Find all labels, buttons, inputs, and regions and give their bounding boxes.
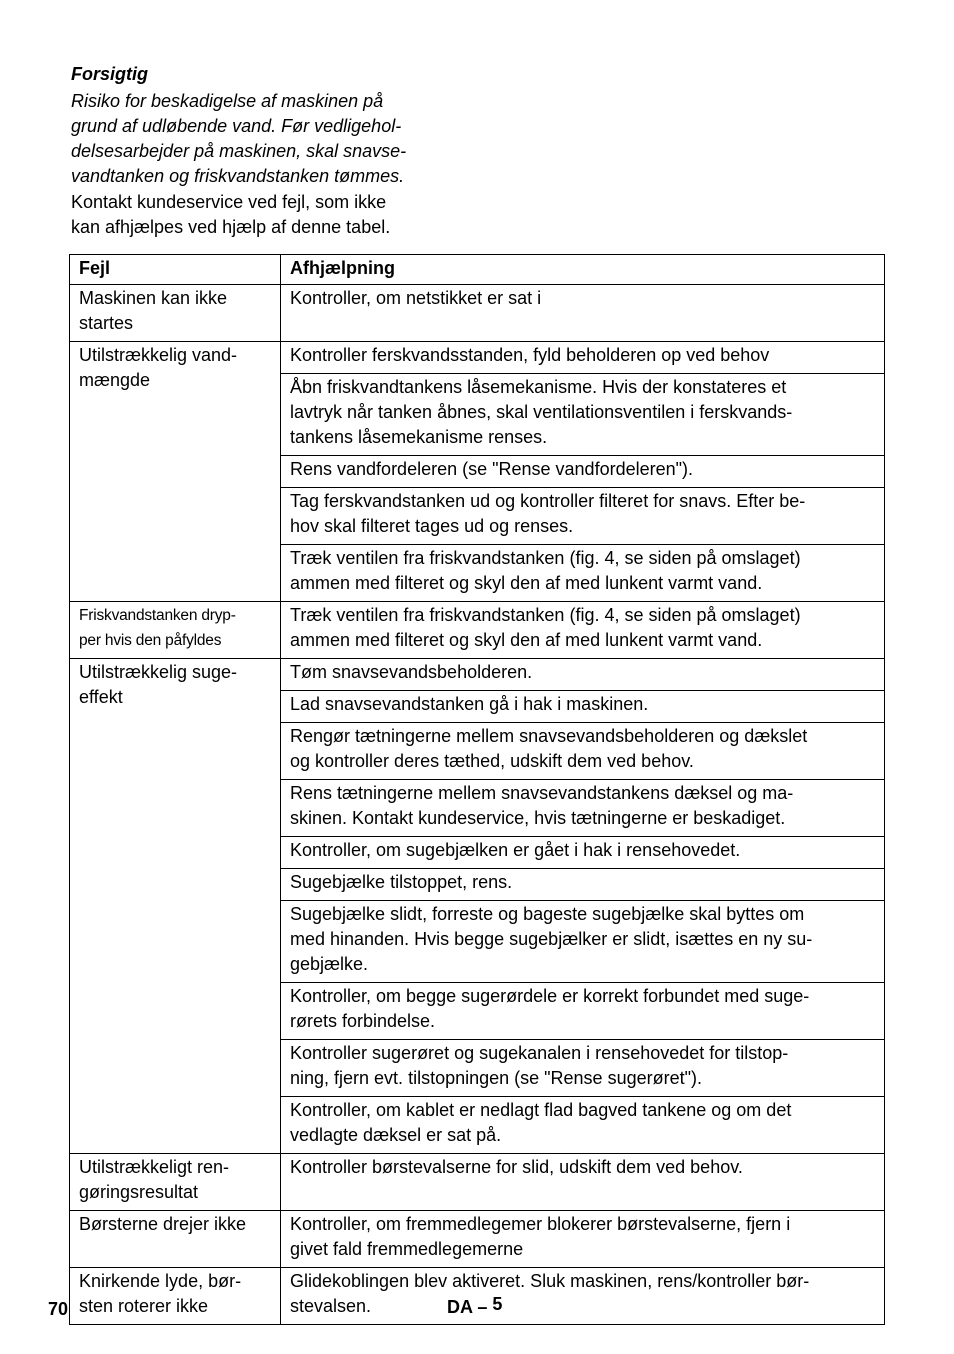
header-remedy: Afhjælpning xyxy=(281,255,885,285)
remedy-line: skinen. Kontakt kundeservice, hvis tætningerne er beskadiget. xyxy=(290,808,786,828)
fault-line: Utilstrækkeligt ren- xyxy=(79,1157,230,1177)
fault-line: Utilstrækkelig vand- xyxy=(79,345,238,365)
remedy-cell xyxy=(281,602,885,659)
remedy-line: Kontroller ferskvandsstanden, fyld beholderen op ved behov xyxy=(290,345,770,365)
contact-service-note xyxy=(71,190,471,240)
remedy-cell xyxy=(281,285,885,342)
remedy-cell xyxy=(281,901,885,983)
header-fault: Fejl xyxy=(70,255,281,285)
remedy-cell xyxy=(281,374,885,456)
remedy-cell xyxy=(281,1211,885,1268)
section-code: DA xyxy=(447,1297,473,1317)
fault-cell xyxy=(70,1211,281,1268)
fault-cell xyxy=(70,1154,281,1211)
fault-cell xyxy=(70,285,281,342)
section-dash: – xyxy=(477,1297,488,1317)
remedy-line: Sugebjælke slidt, forreste og bageste sugebjælke skal byttes om xyxy=(290,904,805,924)
section-page-ref xyxy=(447,1294,503,1318)
remedy-line: Kontroller, om netstikket er sat i xyxy=(290,288,542,308)
remedy-line: givet fald fremmedlegemerne xyxy=(290,1239,524,1259)
fault-cell xyxy=(70,342,281,602)
fault-line: Friskvandstanken dryp- xyxy=(79,607,236,624)
remedy-line: gebjælke. xyxy=(290,954,369,974)
remedy-line: ning, fjern evt. tilstopningen (se "Rense sugerøret"). xyxy=(290,1068,702,1088)
remedy-line: hov skal filteret tages ud og renses. xyxy=(290,516,574,536)
fault-line: Utilstrækkelig suge- xyxy=(79,662,238,682)
fault-line: sten roterer ikke xyxy=(79,1296,209,1316)
remedy-line: Rens tætningerne mellem snavsevandstankens dæksel og ma- xyxy=(290,783,794,803)
remedy-line: Kontroller, om fremmedlegemer blokerer børstevalserne, fjern i xyxy=(290,1214,791,1234)
fault-cell xyxy=(70,659,281,1154)
remedy-line: Kontroller børstevalserne for slid, udskift dem ved behov. xyxy=(290,1157,743,1177)
fault-line: startes xyxy=(79,313,134,333)
remedy-cell xyxy=(281,983,885,1040)
remedy-line: ammen med filteret og skyl den af med lunkent varmt vand. xyxy=(290,573,763,593)
remedy-cell xyxy=(281,456,885,488)
table-row xyxy=(70,285,885,342)
remedy-line: Lad snavsevandstanken gå i hak i maskinen. xyxy=(290,694,649,714)
remedy-line: lavtryk når tanken åbnes, skal ventilationsventilen i ferskvands- xyxy=(290,402,793,422)
table-row xyxy=(70,1154,885,1211)
table-header-row xyxy=(70,255,885,285)
contact-line: Kontakt kundeservice ved fejl, som ikke xyxy=(71,192,387,212)
remedy-line: Glidekoblingen blev aktiveret. Sluk maskinen, rens/kontroller bør- xyxy=(290,1271,810,1291)
remedy-line: Åbn friskvandtankens låsemekanisme. Hvis der konstateres et xyxy=(290,377,787,397)
remedy-line: Kontroller, om sugebjælken er gået i hak i rensehovedet. xyxy=(290,840,741,860)
fault-cell xyxy=(70,1268,281,1325)
table-row xyxy=(70,1211,885,1268)
remedy-line: Kontroller sugerøret og sugekanalen i rensehovedet for tilstop- xyxy=(290,1043,789,1063)
remedy-cell xyxy=(281,1097,885,1154)
fault-line: mængde xyxy=(79,370,151,390)
remedy-cell xyxy=(281,1154,885,1211)
fault-line: Børsterne drejer ikke xyxy=(79,1214,247,1234)
section-page: 5 xyxy=(492,1294,503,1314)
remedy-line: ammen med filteret og skyl den af med lunkent varmt vand. xyxy=(290,630,763,650)
remedy-line: Kontroller, om kablet er nedlagt flad bagved tankene og om det xyxy=(290,1100,792,1120)
remedy-line: Kontroller, om begge sugerørdele er korrekt forbundet med suge- xyxy=(290,986,810,1006)
remedy-cell xyxy=(281,659,885,691)
remedy-line: vedlagte dæksel er sat på. xyxy=(290,1125,502,1145)
table-row xyxy=(70,659,885,691)
fault-line: Knirkende lyde, bør- xyxy=(79,1271,242,1291)
remedy-cell xyxy=(281,545,885,602)
fault-line: Maskinen kan ikke xyxy=(79,288,228,308)
remedy-cell xyxy=(281,691,885,723)
fault-cell xyxy=(70,602,281,659)
table-row xyxy=(70,602,885,659)
remedy-cell xyxy=(281,1040,885,1097)
caution-line: Risiko for beskadigelse af maskinen på xyxy=(71,91,384,111)
caution-title: Forsigtig xyxy=(71,64,148,84)
caution-line: grund af udløbende vand. Før vedligehol- xyxy=(71,116,402,136)
fault-line: effekt xyxy=(79,687,123,707)
remedy-line: Træk ventilen fra friskvandstanken (fig. 4, se siden på omslaget) xyxy=(290,605,801,625)
page-number: 70 xyxy=(48,1299,69,1319)
remedy-line: stevalsen. xyxy=(290,1296,372,1316)
remedy-line: Rens vandfordeleren (se "Rense vandfordeleren"). xyxy=(290,459,694,479)
troubleshooting-table xyxy=(69,254,885,1325)
remedy-cell xyxy=(281,723,885,780)
remedy-line: tankens låsemekanisme renses. xyxy=(290,427,548,447)
caution-line: delsesarbejder på maskinen, skal snavse- xyxy=(71,141,407,161)
remedy-line: Rengør tætningerne mellem snavsevandsbeholderen og dækslet xyxy=(290,726,808,746)
caution-line: vandtanken og friskvandstanken tømmes. xyxy=(71,166,405,186)
remedy-cell xyxy=(281,1268,885,1325)
contact-line: kan afhjælpes ved hjælp af denne tabel. xyxy=(71,217,391,237)
remedy-line: Træk ventilen fra friskvandstanken (fig. 4, se siden på omslaget) xyxy=(290,548,801,568)
remedy-line: med hinanden. Hvis begge sugebjælker er slidt, isættes en ny su- xyxy=(290,929,813,949)
table-row xyxy=(70,342,885,374)
table-body xyxy=(70,285,885,1325)
remedy-cell xyxy=(281,780,885,837)
remedy-cell xyxy=(281,342,885,374)
remedy-line: Sugebjælke tilstoppet, rens. xyxy=(290,872,513,892)
remedy-line: Tag ferskvandstanken ud og kontroller filteret for snavs. Efter be- xyxy=(290,491,806,511)
caution-text xyxy=(71,89,471,189)
remedy-cell xyxy=(281,869,885,901)
remedy-line: rørets forbindelse. xyxy=(290,1011,436,1031)
remedy-line: Tøm snavsevandsbeholderen. xyxy=(290,662,533,682)
remedy-line: og kontroller deres tæthed, udskift dem ved behov. xyxy=(290,751,694,771)
remedy-cell xyxy=(281,837,885,869)
fault-line: per hvis den påfyldes xyxy=(79,632,222,649)
fault-line: gøringsresultat xyxy=(79,1182,199,1202)
remedy-cell xyxy=(281,488,885,545)
